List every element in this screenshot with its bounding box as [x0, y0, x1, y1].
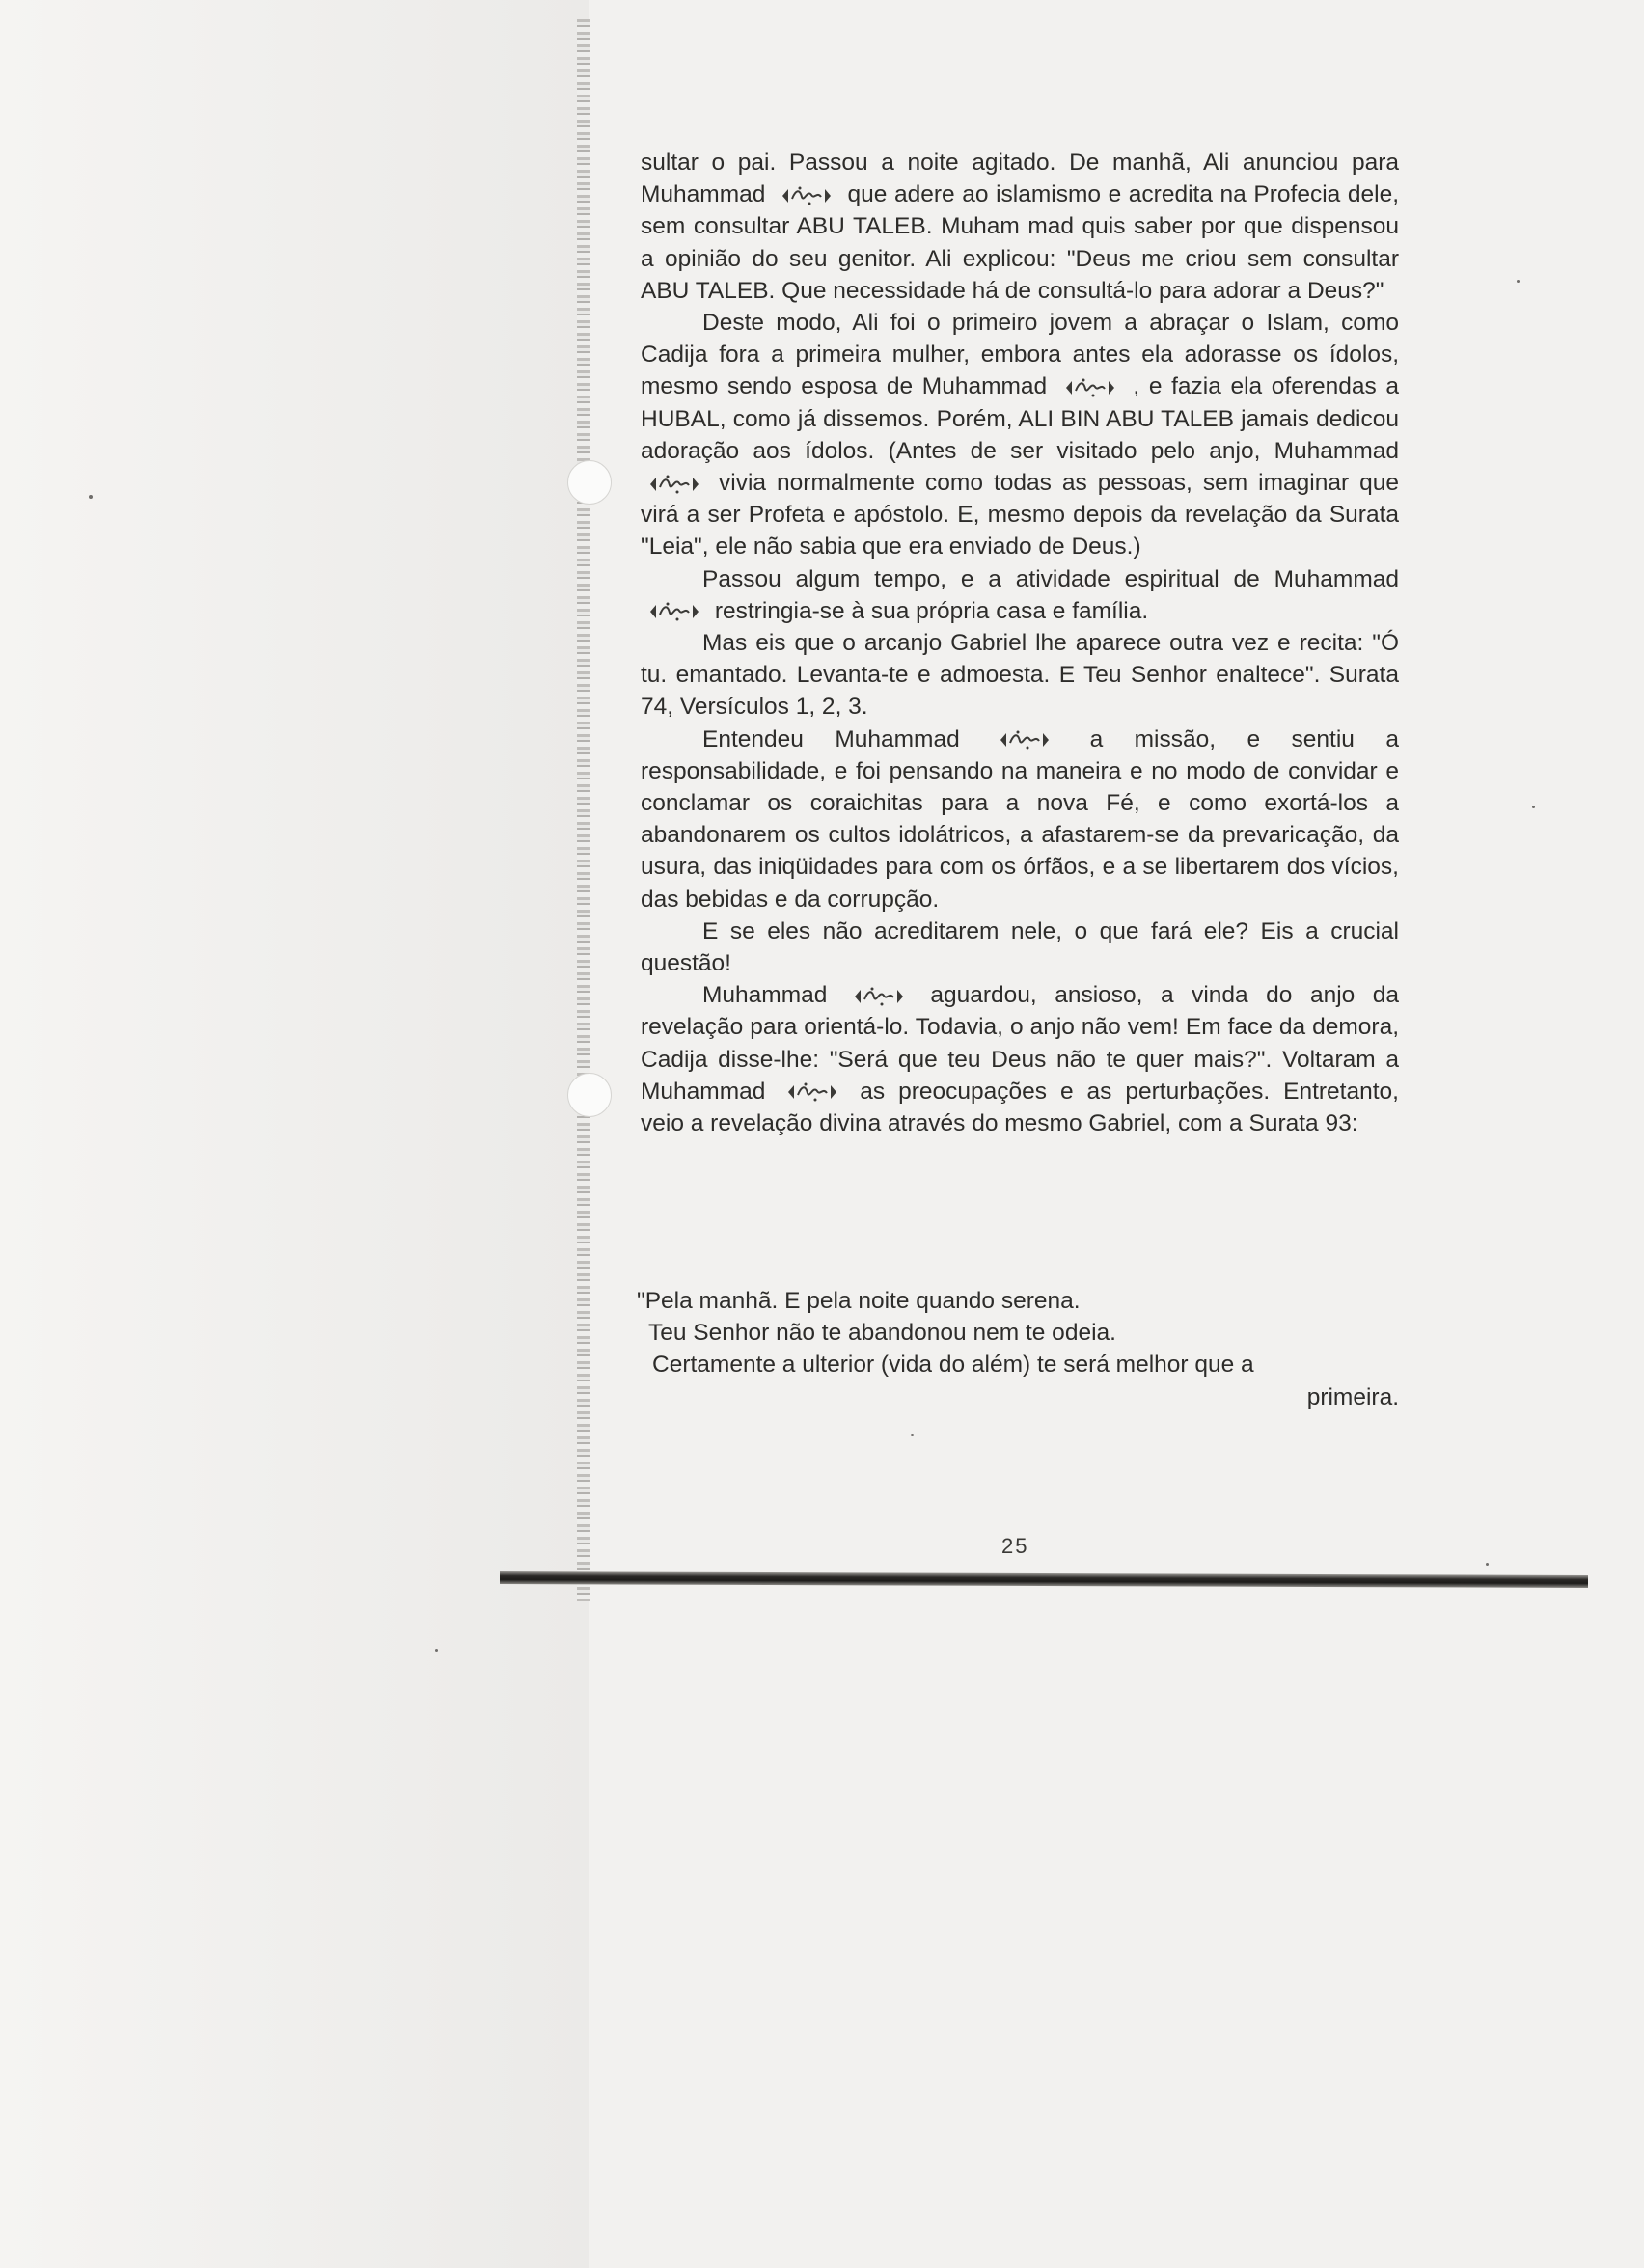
scan-speck [911, 1434, 914, 1436]
calligraphy-pbuh-icon [646, 472, 702, 497]
text-segment: Deste modo, Ali foi o primeiro jovem a abraçar o Islam, como Cadija fora a primeira mulher, embora antes ela adorasse os ídolos, mesmo sendo esposa de Muhammad [641, 310, 1399, 400]
calligraphy-pbuh-icon [851, 984, 907, 1009]
text-segment: Muhammad [702, 982, 828, 1009]
scan-speck [89, 495, 93, 499]
calligraphy-pbuh-icon [1062, 375, 1118, 400]
page-number: 25 [1001, 1534, 1029, 1558]
calligraphy-pbuh-icon [997, 727, 1053, 752]
punch-hole-middle [567, 1073, 612, 1117]
text-segment: aguardou, ansioso, a vinda do anjo da revelação para orientá-lo. Todavia, o anjo não vem! Em face da demora, Cadija disse-lhe: "Será que teu Deus não te quer mais?". Voltaram a Muhammad [641, 982, 1400, 1105]
surah-quote [637, 1285, 1399, 1413]
scan-margin [0, 0, 589, 2268]
text-segment: vivia normalmente como todas as pessoas, sem imaginar que virá a ser Profeta e apóstolo. E, mesmo depois da revelação da Surata "Leia", ele não sabia que era enviado de Deus.) [641, 470, 1399, 560]
binding-spine [577, 19, 590, 1601]
paragraph-6 [641, 915, 1399, 979]
scan-speck [1486, 1563, 1489, 1566]
text-segment: Passou algum tempo, e a atividade espiritual de Muhammad [702, 565, 1399, 592]
scan-speck [435, 1649, 438, 1652]
verse-line-4: primeira. [1306, 1383, 1399, 1410]
calligraphy-pbuh-icon [784, 1079, 840, 1105]
text-segment: Mas eis que o arcanjo Gabriel lhe aparece outra vez e recita: "Ó tu. emantado. Levanta-te e admoesta. E Teu Senhor enaltece". Surata 74, Versículos 1, 2, 3. [641, 630, 1399, 721]
paragraph-5 [641, 724, 1399, 915]
paragraph-7 [641, 979, 1399, 1139]
paragraph-4 [641, 627, 1399, 724]
paragraph-2 [641, 307, 1399, 563]
text-segment: restringia-se à sua própria casa e família. [714, 597, 1149, 624]
verse-line-3: Certamente a ulterior (vida do além) te será melhor que a [652, 1352, 1254, 1379]
text-segment: Entendeu Muhammad [702, 725, 960, 752]
paragraph-3 [641, 563, 1399, 627]
punch-hole-top [567, 460, 612, 505]
text-segment: , e fazia ela oferendas a HUBAL, como já dissemos. Porém, ALI BIN ABU TALEB jamais dedicou adoração aos ídolos. (Antes de ser visitado pelo anjo, Muhammad [641, 373, 1399, 464]
scan-speck [1517, 280, 1520, 283]
text-segment: E se eles não acreditarem nele, o que fará ele? Eis a crucial questão! [641, 917, 1399, 977]
paragraph-1 [641, 147, 1399, 307]
calligraphy-pbuh-icon [646, 599, 702, 624]
verse-line-2: Teu Senhor não te abandonou nem te odeia. [648, 1320, 1116, 1347]
verse-line-1: "Pela manhã. E pela noite quando serena. [637, 1288, 1081, 1314]
text-segment: que adere ao islamismo e acredita na Profecia dele, sem consultar ABU TALEB. Muham mad quis saber por que dispensou a opinião do seu genitor. Ali explicou: "Deus me criou sem consultar ABU TALEB. Que necessidade há de consultá-lo para adorar a Deus?" [641, 181, 1399, 304]
text-segment: sultar o pai. Passou a noite agitado. De manhã, Ali anunciou para Muhammad [641, 150, 1399, 208]
scan-speck [1532, 806, 1535, 808]
calligraphy-pbuh-icon [779, 183, 835, 208]
text-segment: a missão, e sentiu a responsabilidade, e foi pensando na maneira e no modo de convidar e conclamar os coraichitas para a nova Fé, e como exortá-los a abandonarem os cultos idolátricos, a afastarem-se da prevaricação, da usura, das iniqüidades para com os órfãos, e a se libertarem dos vícios, das bebidas e da corrupção. [641, 725, 1399, 913]
text-segment: as preocupações e as perturbações. Entretanto, veio a revelação divina através do mesmo Gabriel, com a Surata 93: [641, 1078, 1399, 1137]
bottom-rule [500, 1571, 1588, 1588]
body-text [641, 147, 1399, 1139]
